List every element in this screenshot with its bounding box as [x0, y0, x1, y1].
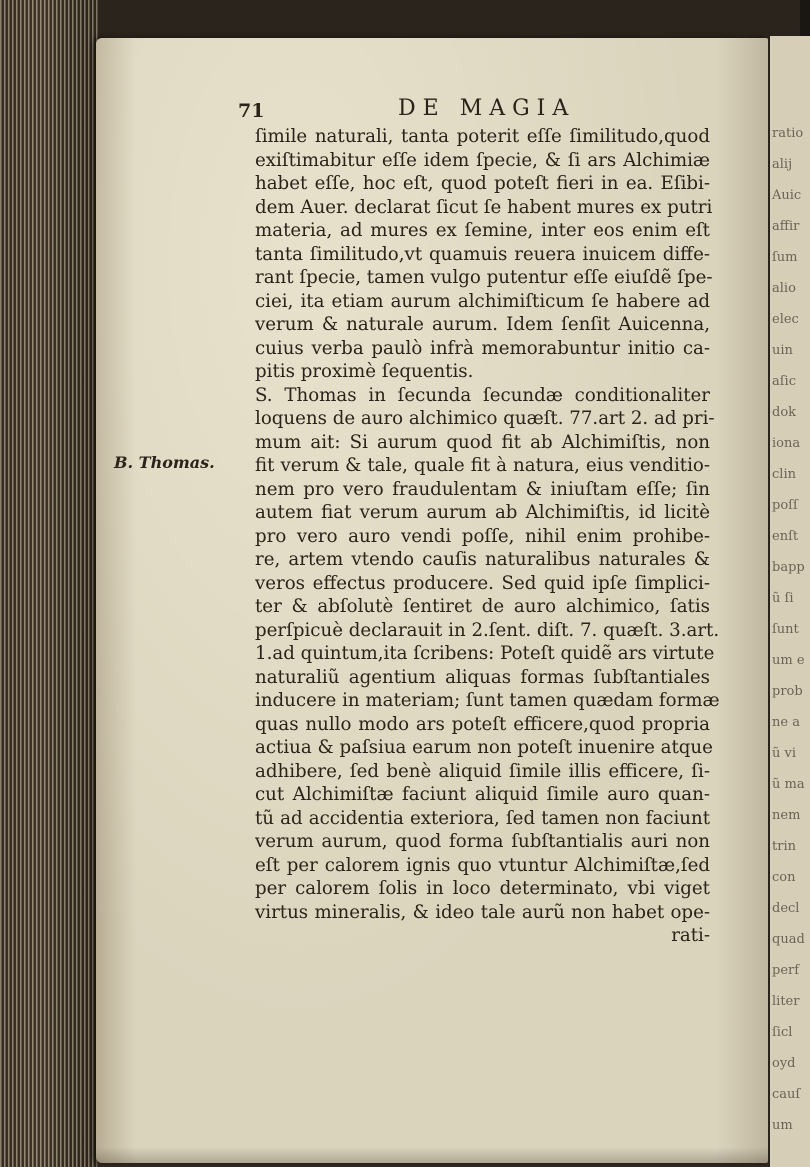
- facing-page-fragment: liter: [772, 994, 800, 1009]
- text-line: tanta ſimilitudo,vt quamuis reuera inuicem diffe-: [255, 243, 710, 265]
- page-bottom-shadow: [96, 1147, 768, 1167]
- text-line: pitis proximè ſequentis.: [255, 361, 474, 382]
- text-line: perſpicuè declarauit in 2.ſent. diſt. 7. quæſt. 3.art.: [255, 619, 720, 641]
- facing-page-fragment: trin: [772, 839, 796, 854]
- text-line: loquens de auro alchimico quæſt. 77.art 2. ad pri-: [255, 408, 715, 429]
- text-line: tũ ad accidentia exteriora, ſed tamen non faciunt: [255, 807, 710, 829]
- facing-page-fragment: ũ vi: [772, 746, 797, 761]
- text-line: fit verum & tale, quale fit à natura, eius venditio-: [255, 455, 710, 476]
- facing-page-fragment: poſſ: [772, 498, 798, 513]
- text-line: 1.ad quintum,ita ſcribens: Poteſt quidẽ ars virtute: [255, 643, 715, 664]
- text-line: actiua & paſsiua earum non poteſt inuenire atque: [255, 737, 713, 758]
- page-number: 71: [238, 100, 265, 122]
- text-line: ciei, ita etiam aurum alchimiſticum ſe habere ad: [255, 290, 710, 312]
- facing-page-fragment: iona: [772, 436, 801, 451]
- text-line: ter & abſolutè ſentiret de auro alchimico, ſatis: [255, 596, 710, 617]
- facing-page-fragment: ratio: [772, 126, 804, 141]
- text-line: adhibere, ſed benè aliquid ſimile illis efficere, ſi-: [255, 760, 710, 782]
- text-line: eſt per calorem ignis quo vtuntur Alchimiſtæ,ſed: [255, 854, 710, 876]
- text-line: pro vero auro vendi poſſe, nihil enim prohibe-: [255, 525, 710, 547]
- facing-page-fragment: ne a: [772, 715, 800, 730]
- facing-page-edge: [768, 36, 810, 1167]
- facing-page-fragment: dok: [772, 405, 797, 420]
- book-binding-edge: [0, 0, 100, 1167]
- facing-page-fragment: decl: [772, 901, 800, 916]
- text-line: quas nullo modo ars poteſt efficere,quod propria: [255, 713, 710, 735]
- facing-page-fragment: prob: [772, 684, 803, 699]
- running-title: DE MAGIA: [398, 96, 576, 121]
- facing-page-fragment: cauſ: [772, 1087, 801, 1102]
- facing-page-fragment: uin: [772, 343, 793, 358]
- text-line: S. Thomas in ſecunda ſecundæ conditionaliter: [255, 384, 710, 406]
- text-line: per calorem ſolis in loco determinato, vbi viget: [255, 878, 710, 899]
- text-line: rant ſpecie, tamen vulgo putentur eſſe eiuſdẽ ſpe-: [255, 267, 713, 288]
- text-line: ſimile naturali, tanta poterit eſſe ſimilitudo,quod: [255, 126, 710, 147]
- facing-page-fragment: ſum: [772, 250, 798, 265]
- text-line: inducere in materiam; ſunt tamen quædam formæ: [255, 690, 720, 711]
- text-line: mum ait: Si aurum quod fit ab Alchimiſtis, non: [255, 431, 710, 453]
- facing-page-fragment: alij: [772, 157, 793, 172]
- text-line: re, artem vtendo cauſis naturalibus naturales &: [255, 549, 710, 570]
- text-line: naturaliũ agentium aliquas formas ſubſtantiales: [255, 666, 710, 688]
- facing-page-fragment: oyd: [772, 1056, 796, 1071]
- facing-page-fragment: bapp: [772, 560, 805, 575]
- text-line: dem Auer. declarat ſicut ſe habent mures ex putri: [255, 196, 713, 218]
- text-line: habet eſſe, hoc eſt, quod poteſt fieri in ea. Eſibi-: [255, 173, 710, 194]
- marginal-note: B. Thomas.: [114, 453, 215, 472]
- text-line: verum aurum, quod forma ſubſtantialis auri non: [255, 831, 710, 852]
- text-line: materia, ad mures ex ſemine, inter eos enim eſt: [255, 220, 710, 241]
- facing-page-fragment: aſic: [772, 374, 797, 389]
- facing-page-fragment: clin: [772, 467, 796, 482]
- facing-page-fragment: alio: [772, 281, 796, 296]
- facing-page-fragment: um e: [772, 653, 805, 668]
- text-line: cuius verba paulò infrà memorabuntur initio ca-: [255, 337, 710, 359]
- facing-page-fragment: nem: [772, 808, 801, 823]
- facing-page-fragment: con: [772, 870, 796, 885]
- facing-page-fragment: elec: [772, 312, 799, 327]
- facing-page-fragment: enſt: [772, 529, 799, 544]
- text-line: veros effectus producere. Sed quid ipſe ſimplici-: [255, 572, 710, 594]
- facing-page-fragment: ſunt: [772, 622, 799, 637]
- catchword: rati-: [671, 925, 710, 946]
- text-line: cut Alchimiſtæ faciunt aliquid ſimile auro quan-: [255, 784, 710, 805]
- facing-page-fragment: ũ ſi: [772, 591, 794, 606]
- facing-page-fragment: affir: [772, 219, 800, 234]
- facing-page-fragment: ſicl: [772, 1025, 793, 1040]
- body-text: [255, 125, 720, 948]
- text-line: virtus mineralis, & ideo tale aurũ non habet ope-: [255, 901, 710, 923]
- text-line: nem pro vero fraudulentam & iniuſtam eſſe; ſin: [255, 478, 710, 500]
- text-line: verum & naturale aurum. Idem ſenſit Auicenna,: [255, 314, 710, 335]
- facing-page-fragment: ũ ma: [772, 777, 805, 792]
- text-line: autem fiat verum aurum ab Alchimiſtis, id licitè: [255, 502, 710, 523]
- facing-page-fragment: Auic: [772, 188, 802, 203]
- facing-page-fragment: quad: [772, 932, 805, 947]
- facing-page-fragment: um: [772, 1118, 793, 1133]
- facing-page-fragment: perf: [772, 963, 800, 978]
- text-line: exiſtimabitur eſſe idem ſpecie, & ſi ars Alchimiæ: [255, 149, 710, 171]
